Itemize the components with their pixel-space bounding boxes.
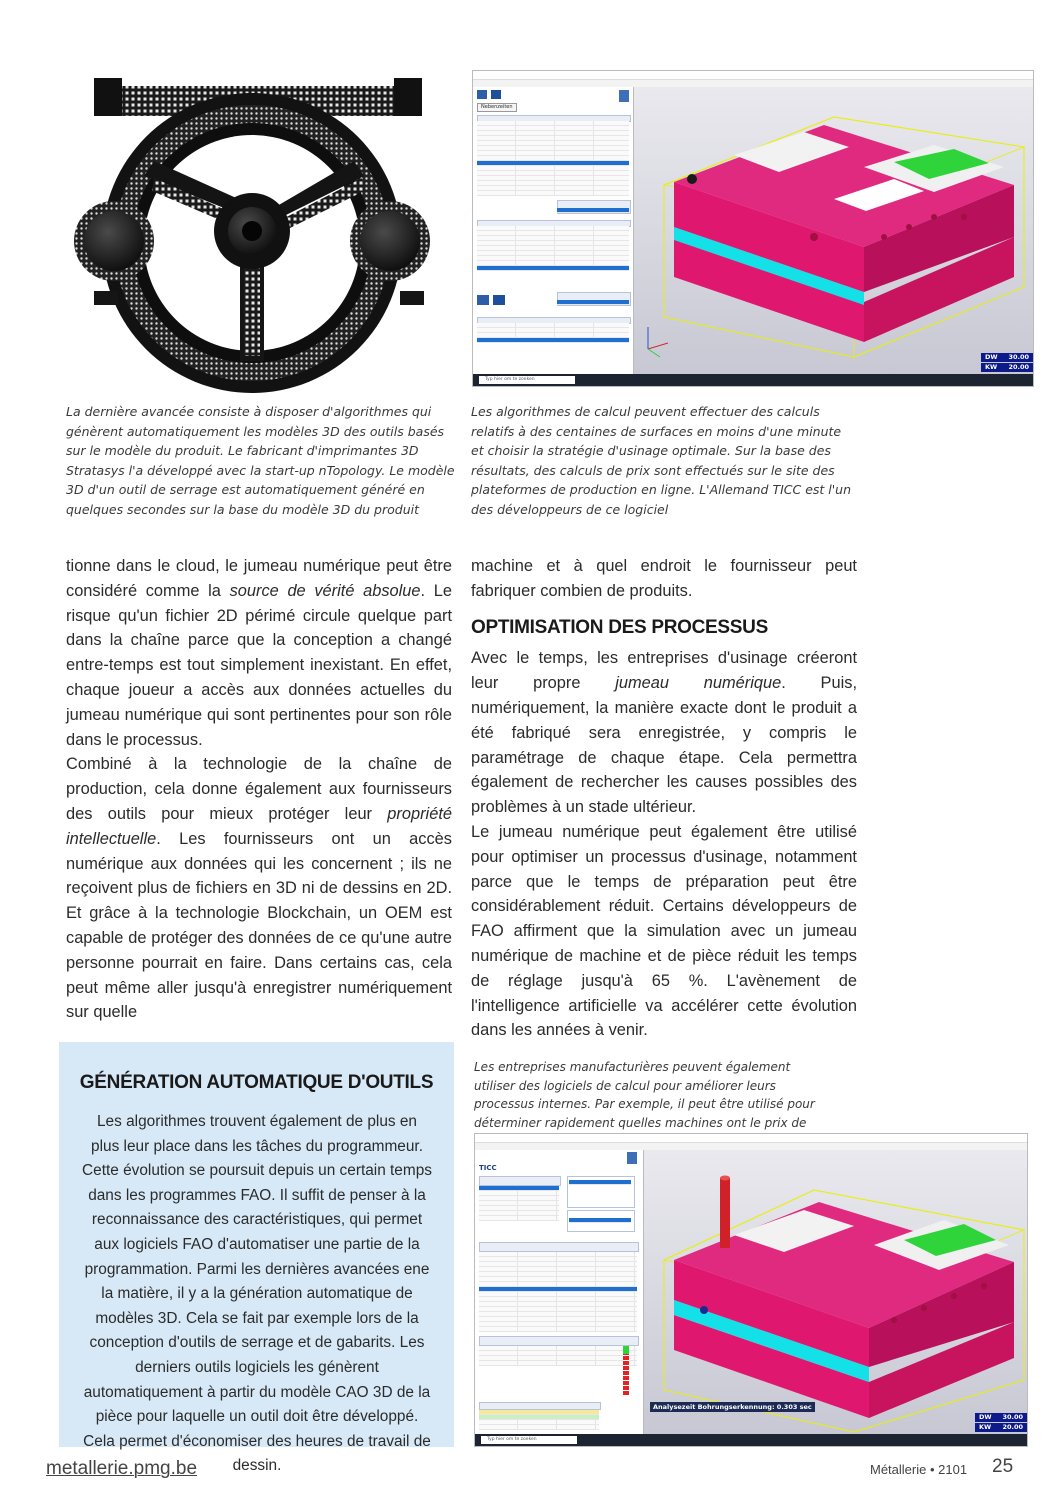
analysis-time-label: Analysezeit Bohrungserkennung: 0.303 sec [650,1402,815,1412]
page-number: 25 [992,1456,1014,1477]
caption-wheel: La dernière avancée consiste à disposer d'algorithmes qui génèrent automatiquement les modèles 3D des outils basés sur le modèle du produit. Le fabricant d'imprimantes 3D Stratasys l'a développé avec la start-up nTopology. Le modèle 3D d'un outil de serrage est automatiquement généré en quelques secondes sur la base du modèle 3D du produit [66,404,455,517]
machined-part-model [634,87,1032,374]
sum-value [557,300,629,305]
clamping-tool-image [64,66,452,396]
kw-readout: KW 20.00 [975,1423,1027,1432]
paragraph: Le jumeau numérique peut également être utilisé pour optimiser un processus d'usinage, notamment parce que le temps de préparation peut être considérablement réduit. Certains développeurs de FAO affirment que la simulation avec un jumeau numérique de machine et de pièce réduit les temps de réglage jusqu'à 65 %. L'avènement de l'intelligence artificielle va accélérer cette évolution dans les années à venir. [471,822,857,1040]
dw-readout: DW 30.00 [981,353,1033,362]
status-ok-indicator [623,1346,629,1354]
paragraph: tionne dans le cloud, le jumeau numérique peut être considéré comme la source de vérité absolue. Le risque qu'un fichier 2D périmé circule quelque part dans la chaîne parce que la conception a changé entre-temps est tout simplement inexistant. En effet, chaque joueur a accès aux données actuelles du jumeau numérique qui sont pertinentes pour son rôle dans le processus. [66,557,452,749]
table-header [479,1176,561,1186]
ticc-software-screenshot [472,70,1034,387]
ticc-logo: TICC [479,1164,497,1172]
dw-readout: DW 30.00 [975,1413,1027,1422]
paragraph: machine et à quel endroit le fournisseur peut fabriquer combien de produits. [471,557,857,600]
calculate-icon[interactable] [477,295,489,305]
article-column-1 [66,554,452,1025]
sidebar-title: GÉNÉRATION AUTOMATIQUE D'OUTILS [79,1072,434,1093]
taskbar [475,1434,1027,1446]
footer-website-link[interactable]: metallerie.pmg.be [46,1458,198,1479]
window-title-bar [473,71,1033,80]
table-row-selected[interactable] [477,266,629,271]
steering-wheel-model-illustration [64,66,452,396]
article-column-2 [471,554,857,1043]
save-icon[interactable] [491,90,501,99]
sidebar-body: Les algorithmes trouvent également de plus en plus leur place dans les tâches du programmeur. Cette évolution se poursuit depuis un certain temps dans les programmes FAO. Il suffit de penser à la reconnaissance des caractéristiques, qui permet aux logiciels FAO d'automatiser une partie de la programmation. Parmi les dernières avancées ene la matière, il y a la génération automatique de modèles 3D. Cela se fait par exemple lors de la conception d'outils de serrage et de gabarits. Les derniers outils logiciels les génèrent automatiquement à partir du modèle CAO 3D de la pièce pour laquelle un outil doit être développé. Cela permet d'économiser des heures de travail de dessin. [82,1113,432,1475]
table-row[interactable] [479,1361,637,1366]
window-title-bar [475,1134,1027,1143]
sum-value [557,208,629,213]
machined-part-model [644,1150,1027,1434]
option-selected[interactable] [569,1180,631,1185]
hole-table-panel [475,1150,644,1434]
table-row[interactable] [479,1327,637,1332]
paragraph: Combiné à la technologie de la chaîne de production, cela donne également aux fournisseurs des outils pour mieux protéger leur propriété intellectuelle. Les fournisseurs ont un accès numérique aux données qui les concernent ; ils ne reçoivent plus de fichiers en 3D ni de dessins en 2D. Et grâce à la technologie Blockchain, un OEM est capable de protéger des données de ce qu'une autre personne pourrait en faire. Dans certains cas, cela peut même aller jusqu'à enregistrer numériquement sur quelle [66,755,452,1022]
section-heading: OPTIMISATION DES PROCESSUS [471,616,768,638]
table-row[interactable] [479,1425,599,1430]
open-icon[interactable] [477,90,487,99]
3d-viewport[interactable] [644,1150,1027,1434]
taskbar-search-input[interactable]: Typ hier om te zoeken [481,1436,577,1444]
table-header [479,1242,639,1252]
tab-nebenzeiten[interactable]: Nebenzeiten [477,103,517,112]
option-selected[interactable] [569,1218,631,1223]
kw-readout: KW 20.00 [981,363,1033,372]
export-icon[interactable] [627,1152,637,1164]
paragraph: Avec le temps, les entreprises d'usinage créeront leur propre jumeau numérique. Puis, numériquement, la manière exacte dont le produit a été fabriqué sera enregistrée, y compris le paramétrage de chaque étape. Cela permettra également de rechercher les causes possibles des problèmes à un stade ultérieur. [471,649,857,817]
table-row-selected[interactable] [477,338,629,343]
taskbar-search-input[interactable]: Typ hier om te zoeken [479,376,575,384]
ticc-hole-analysis-screenshot [474,1133,1028,1447]
calculation-panel [473,87,634,374]
footer-magazine-issue: Métallerie • 2101 [870,1462,968,1477]
caption-software: Les algorithmes de calcul peuvent effectuer des calculs relatifs à des centaines de surfaces en moins d'une minute et choisir la stratégie d'usinage optimale. Sur la base des résultats, des calculs de prix sont effectués sur le site des plateformes de production en ligne. L'Allemand TICC est l'un des développeurs de ce logiciel [471,404,852,517]
table-row[interactable] [479,1216,559,1221]
taskbar [473,374,1033,386]
report-icon[interactable] [493,295,505,305]
export-icon[interactable] [619,90,629,102]
caption-internal: Les entreprises manufacturières peuvent également utiliser des logiciels de calcul pour améliorer leurs processus internes. Par exemple, il peut être utilisé pour déterminer rapidement quelles machines ont le prix de [474,1060,815,1130]
table-header [479,1402,601,1410]
table-row[interactable] [477,191,629,196]
3d-viewport[interactable] [634,87,1033,374]
table-header [479,1336,639,1346]
